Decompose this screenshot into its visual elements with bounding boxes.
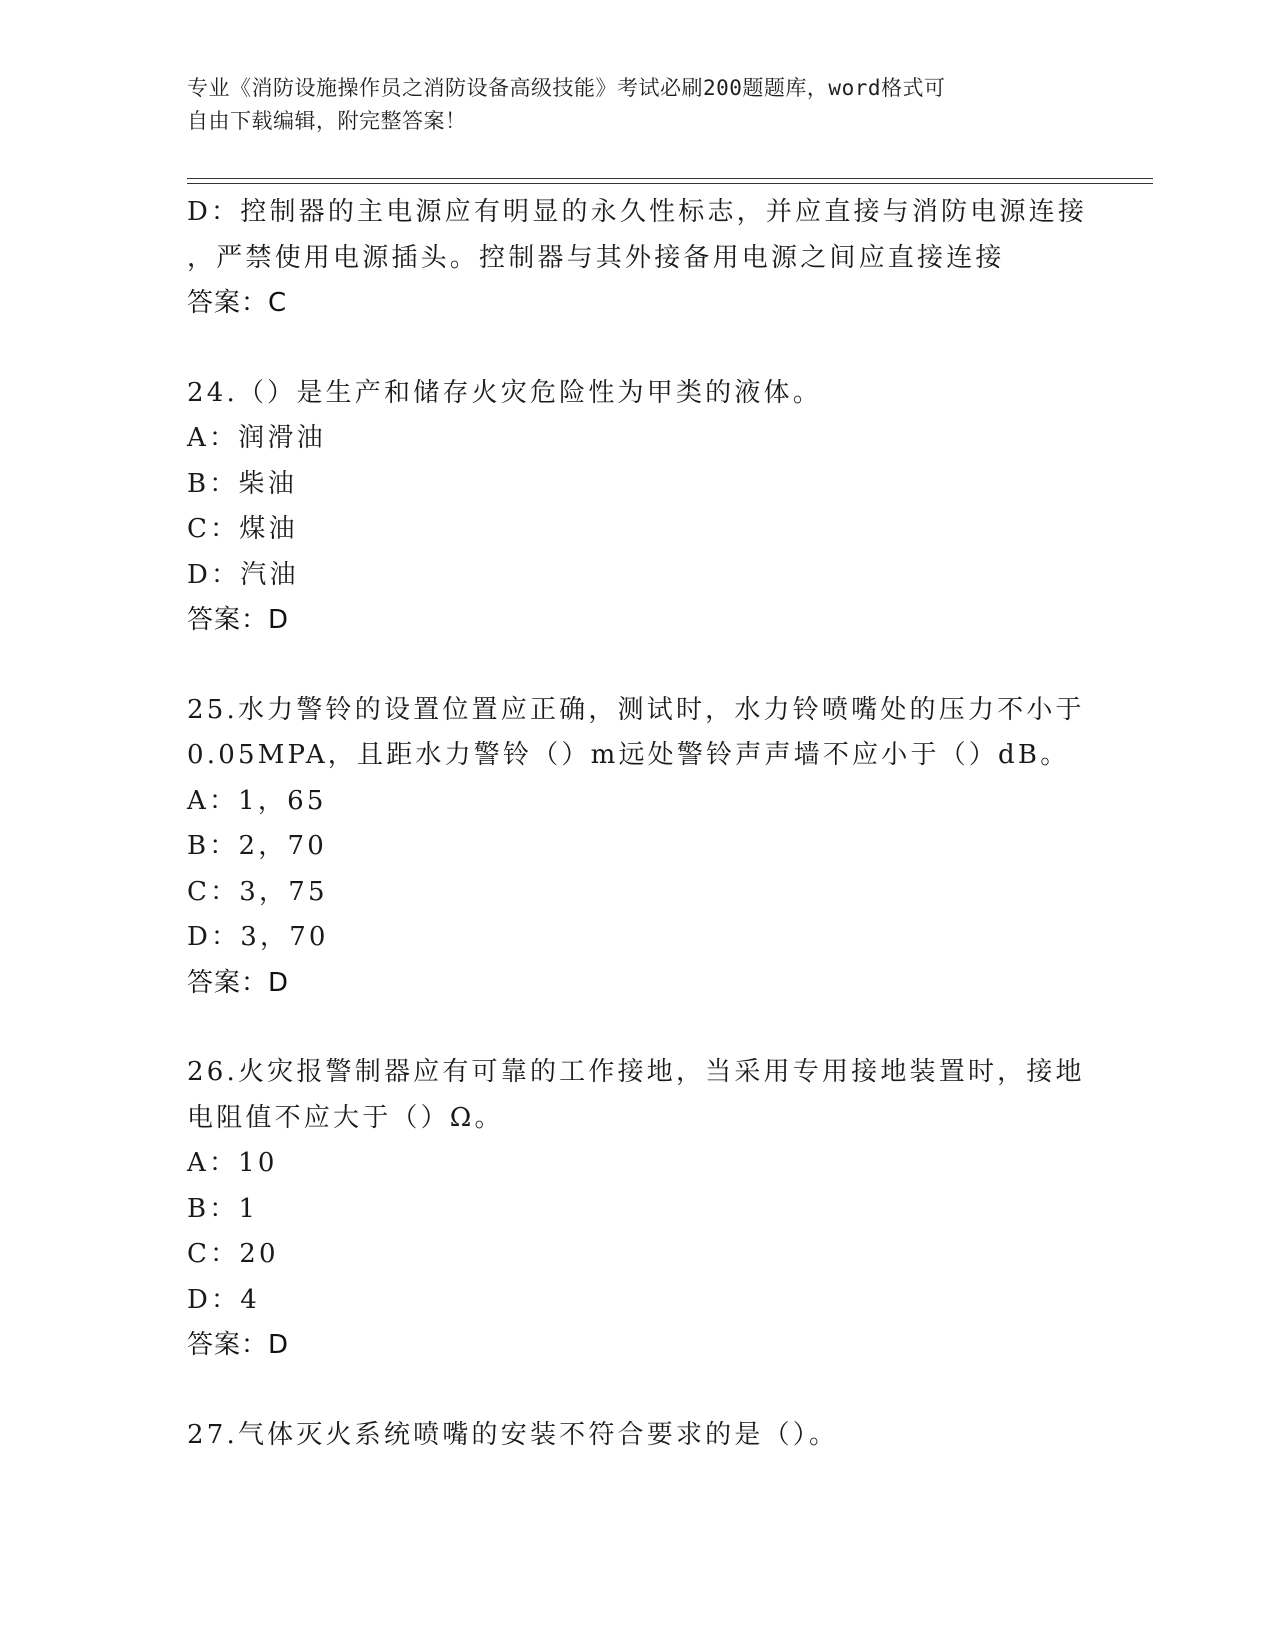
question-24: [187, 371, 1147, 644]
question-stem-continued: 0.05MPA，且距水力警铃（）m远处警铃声声墙不应小于（）dB。: [187, 740, 1070, 770]
spacer: [187, 644, 1147, 688]
option-c: C：煤油: [187, 514, 298, 544]
option-b: B：2，70: [187, 831, 327, 861]
header-line-2: 自由下载编辑，附完整答案！: [187, 109, 467, 133]
header-divider-top: [187, 178, 1153, 179]
option-d: D：汽油: [187, 559, 299, 590]
question-26: [187, 1050, 1147, 1369]
prev-question-tail: [187, 190, 1147, 327]
question-stem: 26.火灾报警制器应有可靠的工作接地，当采用专用接地装置时，接地: [187, 1057, 1085, 1087]
question-27: [187, 1413, 1147, 1459]
option-c: C：20: [187, 1239, 279, 1269]
question-stem: 24.（）是生产和储存火灾危险性为甲类的液体。: [187, 377, 822, 408]
option-d: D：4: [187, 1284, 260, 1315]
answer-line: 答案：D: [187, 605, 290, 635]
page-header: [187, 72, 1087, 138]
option-a: A：1，65: [187, 785, 327, 816]
spacer: [187, 1006, 1147, 1050]
option-a: A：润滑油: [187, 423, 326, 453]
header-divider-bottom: [187, 183, 1153, 184]
option-a: A：10: [187, 1148, 278, 1178]
option-b: B：1: [187, 1193, 259, 1224]
question-stem-continued: 电阻值不应大于（）Ω。: [187, 1102, 504, 1133]
option-c: C：3，75: [187, 876, 328, 907]
option-d-continued: ，严禁使用电源插头。控制器与其外接备用电源之间应直接连接: [187, 242, 1005, 273]
answer-line: 答案：C: [187, 288, 288, 318]
spacer: [187, 327, 1147, 371]
question-25: [187, 688, 1147, 1007]
header-line-1: 专业《消防设施操作员之消防设备高级技能》考试必刷200题题库，word格式可: [187, 76, 946, 100]
answer-line: 答案：D: [187, 967, 290, 998]
option-d: D：3，70: [187, 922, 329, 952]
question-content: [187, 190, 1147, 1458]
answer-line: 答案：D: [187, 1330, 290, 1360]
question-stem: 27.气体灭火系统喷嘴的安装不符合要求的是（）。: [187, 1419, 839, 1450]
option-b: B：柴油: [187, 468, 297, 499]
spacer: [187, 1369, 1147, 1413]
option-d: D：控制器的主电源应有明显的永久性标志，并应直接与消防电源连接: [187, 197, 1088, 227]
question-stem: 25.水力警铃的设置位置应正确，测试时，水力铃喷嘴处的压力不小于: [187, 694, 1085, 725]
